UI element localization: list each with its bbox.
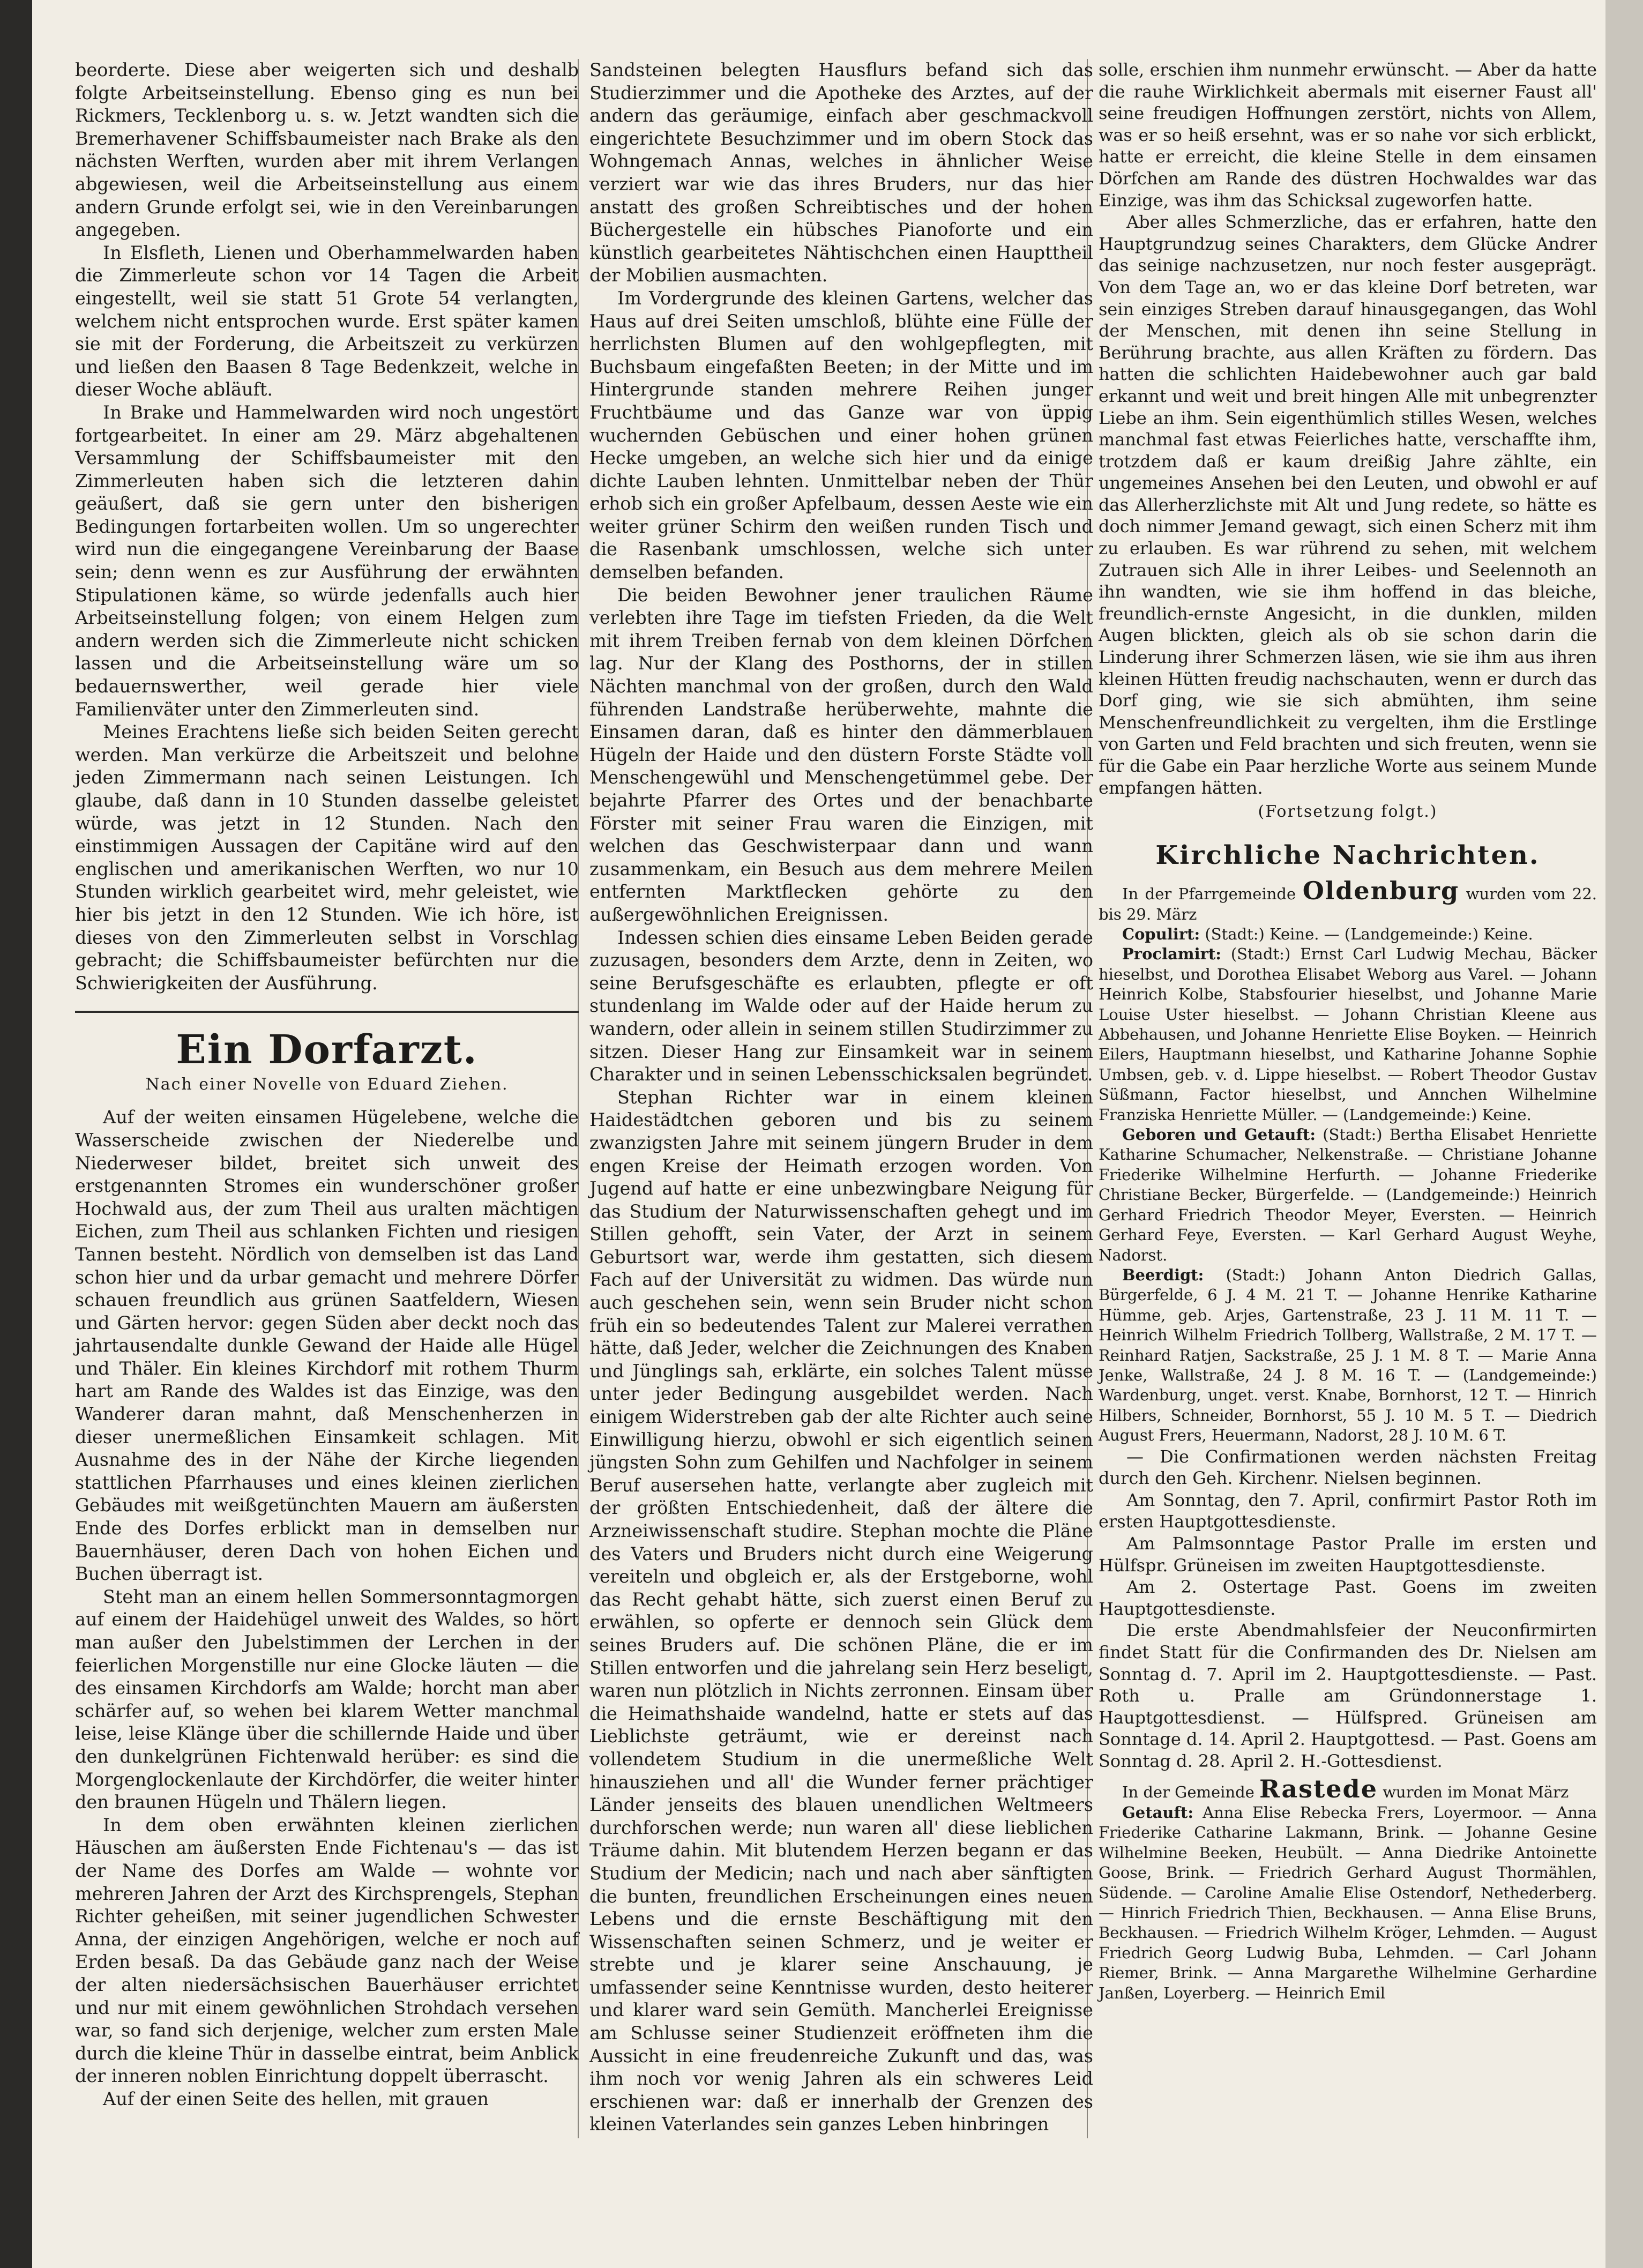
story-paragraph: Die beiden Bewohner jener traulichen Räume verlebten ihre Tage im tiefsten Frieden, da die Welt mit ihrem Treiben fernab von dem kleinen Dörfchen lag. Nur der Klang des Posthorns, der in stillen Nächten manchmal von der großen, durch den Wald führenden Landstraße herüberwehte, mahnte die Einsamen daran, daß es hinter den dämmerblauen Hügeln der Haide und den düstern Forste Städte voll Menschengewühl und Menschengetümmel gebe. Der bejahrte Pfarrer des Ortes und der benachbarte Förster mit seiner Frau waren die Einzigen, mit welchen das Geschwisterpaar dann und wann zusammenkam, ein Besuch aus dem mehrere Meilen entfernten Marktflecken gehörte zu den außergewöhnlichen Ereignissen.: [589, 584, 1093, 925]
story-paragraph: Steht man an einem hellen Sommersonntagmorgen auf einem der Haidehügel unweit des Waldes, so hört man außer den Jubelstimmen der Lerchen in der feierlichen Morgenstille nur eine Glocke läuten — die des einsamen Kirchdorfs am Walde; horcht man aber schärfer auf, so wehen bei klarem Wetter manchmal leise, leise Klänge über die schillernde Haide und über den dunkelgrünen Fichtenwald herüber: es sind die Morgenglockenlaute der Kirchdörfer, die weiter hinter den braunen Hügeln und Thälern liegen.: [75, 1586, 579, 1813]
register-heading: Geboren und Getauft:: [1122, 1125, 1316, 1144]
church-notice: Die erste Abendmahlsfeier der Neuconfirmirten findet Statt für die Confirmanden des Dr. Nielsen am Sonntag d. 7. April im 2. Hauptgottesdienste. — Past. Roth u. Pralle am Gründonnerstage 1. Hauptgottesdienst. — Hülfspred. Grüneisen am Sonntage d. 14. April 2. Hauptgottesd. — Past. Goens am Sonntag d. 28. April 2. H.-Gottesdienst.: [1099, 1620, 1597, 1771]
church-notice: Am 2. Ostertage Past. Goens im zweiten Hauptgottesdienste.: [1099, 1577, 1597, 1619]
register-entry: [1099, 924, 1597, 944]
article-paragraph: In Elsfleth, Lienen und Oberhammelwarden haben die Zimmerleute schon vor 14 Tagen die Arbeit eingestellt, weil sie statt 51 Grote 54 verlangten, welchem nicht entsprochen wurde. Erst später kamen sie mit der Forderung, die Arbeitszeit zu verkürzen und ließen den Baasen 8 Tage Bedenkzeit, welche in dieser Woche abläuft.: [75, 242, 579, 400]
register-text: (Stadt:) Keine. — (Landgemeinde:) Keine.: [1205, 925, 1533, 943]
parish-intro: [1099, 876, 1597, 924]
register-entry: [1099, 1265, 1597, 1446]
register-entry: [1099, 944, 1597, 1125]
story-paragraph: Aber alles Schmerzliche, das er erfahren, hatte den Hauptgrundzug seines Charakters, dem Glücke Andrer das seinige nachzusetzen, nur noch fester ausgeprägt. Von dem Tage an, wo er das kleine Dorf betreten, war sein einziges Streben darauf hinausgegangen, das Wohl der Menschen, mit denen ihn seine Stellung in Berührung brachte, aus allen Kräften zu fördern. Das hatten die schlichten Haidebewohner auch gar bald erkannt und weit und breit hingen Alle mit unbegrenzter Liebe an ihm. Sein eigenthümlich stilles Wesen, welches manchmal fast etwas Feierliches hatte, verschaffte ihm, trotzdem daß er kaum dreißig Jahre zählte, ein ungemeines Ansehen bei den Leuten, und obwohl er auf das Allerherzlichste mit Alt und Jung redete, so hätte es doch nimmer Jemand gewagt, sich einen Scherz mit ihm zu erlauben. Es war rührend zu sehen, mit welchem Zutrauen sich Alle in ihrer Leibes- und Seelennoth an ihn wandten, wie sie ihm hoffend in das bleiche, freundlich-ernste Angesicht, in die dunklen, milden Augen blickten, gleich als ob sie schon darin die Linderung ihrer Schmerzen läsen, wie sie ihm aus ihren kleinen Hütten freudig nachschauten, wenn er durch das Dorf ging, wie sie sich abmühten, ihm seine Menschenfreundlichkeit zu vergelten, ihm die Erstlinge von Garten und Feld brachten und sich freuten, wenn sie für die Gabe ein Paar herzliche Worte aus seinem Munde empfangen hätten.: [1099, 212, 1597, 798]
parish-intro-prefix: In der Pfarrgemeinde: [1122, 885, 1296, 904]
register-heading: Copulirt:: [1122, 925, 1200, 943]
story-paragraph: Auf der einen Seite des hellen, mit grauen: [103, 2088, 489, 2109]
parish-name: Oldenburg: [1302, 876, 1460, 906]
story-paragraph: Sandsteinen belegten Hausflurs befand sich das Studierzimmer und die Apotheke des Arztes, auf der andern das geräumige, einfach aber geschmackvoll eingerichtete Besuchzimmer und im obern Stock das Wohngemach Annas, welches in ähnlicher Weise verziert war wie das ihres Bruders, nur das hier anstatt des großen Schreibtisches und der hohen Büchergestelle ein hübsches Pianoforte und ein künstlich gearbeitetes Nähtischchen einen Haupttheil der Mobilien ausmachten.: [589, 59, 1093, 286]
article-paragraph: In Brake und Hammelwarden wird noch ungestört fortgearbeitet. In einer am 29. März abgehaltenen Versammlung der Schiffsbaumeister mit den Zimmerleuten haben sich die letzteren dahin geäußert, daß sie gern unter den bisherigen Bedingungen fortarbeiten wollen. Um so ungerechter wird nun die eingegangene Vereinbarung der Baase sein; denn wenn es zur Ausführung der erwähnten Stipulationen käme, so würde jedenfalls auch hier Arbeitseinstellung folgen; von einem Helgen zum andern werden sich die Zimmerleute nicht schicken lassen und die Arbeitseinstellung wäre um so bedauernswerther, weil gerade hier viele Familienväter unter den Zimmerleuten sind.: [75, 401, 579, 720]
story-paragraph: Auf der weiten einsamen Hügelebene, welche die Wasserscheide zwischen der Niederelbe und Niederweser bildet, breitet sich unweit des erstgenannten Stromes ein wunderschöner großer Hochwald aus, der zum Theil aus uralten mächtigen Eichen, zum Theil aus schlanken Fichten und riesigen Tannen besteht. Nördlich von demselben ist das Land schon hier und da urbar gemacht und mehrere Dörfer schauen freundlich aus grünen Saatfeldern, Wiesen und Gärten hervor: gegen Süden aber deckt noch das jahrtausendalte dunkle Gewand der Haide alle Hügel und Thäler. Ein kleines Kirchdorf mit rothem Thurm hart am Rande des Waldes ist das Einzige, was den Wanderer daran mahnt, daß Menschenherzen in dieser unermeßlichen Einsamkeit schlagen. Mit Ausnahme des in der Nähe der Kirche liegenden stattlichen Pfarrhauses und eines kleinen zierlichen Gebäudes mit weißgetünchten Mauern am äußersten Ende des Dorfes erblickt man in demselben nur Bauernhäuser, deren Dach von hohen Eichen und Buchen überragt ist.: [75, 1107, 579, 1585]
register-text: (Stadt:) Johann Anton Diedrich Gallas, Bürgerfelde, 6 J. 4 M. 21 T. — Johanne Henrike Katharine Hümme, geb. Arjes, Gartenstraße, 23 J. 11 M. 11 T. — Heinrich Wilhelm Friedrich Tollberg, Wallstraße, 2 M. 17 T. — Reinhard Ratjen, Sackstraße, 25 J. 1 M. 8 T. — Marie Anna Jenke, Wallstraße, 24 J. 8 M. 16 T. — (Landgemeinde:) Wardenburg, unget. verst. Knabe, Bornhorst, 12 T. — Hinrich Hilbers, Schneider, Bornhorst, 55 J. 10 M. 5 T. — Diedrich August Frers, Heuermann, Nadorst, 28 J. 10 M. 6 T.: [1099, 1265, 1597, 1445]
parish-intro: [1099, 1774, 1597, 1804]
register-heading: Getauft:: [1122, 1803, 1194, 1822]
register-heading: Beerdigt:: [1122, 1265, 1204, 1284]
story-paragraph: Indessen schien dies einsame Leben Beiden gerade zuzusagen, besonders dem Arzte, denn in Zeiten, wo seine Berufsgeschäfte es erlaubten, pflegte er oft stundenlang im Walde oder auf der Haide herum zu wandern, oder allein in seinem stillen Studirzimmer zu sitzen. Dieser Hang zur Einsamkeit war in seinem Charakter und in seinen Lebensschicksalen begründet.: [589, 927, 1093, 1085]
story-title: Ein Dorfarzt.: [176, 1027, 478, 1073]
church-notice: — Die Confirmationen werden nächsten Freitag durch den Geh. Kirchenr. Nielsen beginnen.: [1099, 1446, 1597, 1489]
story-byline: Nach einer Novelle von Eduard Ziehen.: [145, 1075, 509, 1094]
section-title: Kirchliche Nachrichten.: [1155, 840, 1540, 871]
scan-margin: [1605, 0, 1643, 2268]
story-paragraph: Stephan Richter war in einem kleinen Haidestädtchen geboren und bis zu seinem zwanzigsten Jahre mit seinem jüngern Bruder in dem engen Kreise der Heimath erzogen worden. Von Jugend auf hatte er eine unbezwingbare Neigung für das Studium der Naturwissenschaften gehegt und im Stillen gehofft, sein Vater, der Arzt in seinem Geburtsort war, werde ihm gestatten, sich diesem Fach auf der Universität zu widmen. Das würde nun auch geschehen sein, wenn sein Bruder nicht schon früh ein so bedeutendes Talent zur Malerei verrathen hätte, daß Jeder, welcher die Zeichnungen des Knaben und Jünglings sah, erklärte, ein solches Talent müsse unter jeder Bedingung ausgebildet werden. Nach einigem Widerstreben gab der alte Richter auch seine Einwilligung hierzu, obwohl er sich eigentlich seinen jüngsten Sohn zum Gehilfen und Nachfolger in seinem Beruf ausersehen hatte, verlangte aber zugleich mit der größten Entschiedenheit, daß der ältere die Arzneiwissenschaft studire. Stephan mochte die Pläne des Vaters und Bruders nicht durch eine Weigerung vereiteln und obgleich er, als der Erstgeborne, wohl das Recht gehabt hätte, sich zuerst einen Beruf zu erwählen, so opferte er dennoch sein Glück dem seines Bruders auf. Die schönen Pläne, die er im Stillen entworfen und die jahrelang sein Herz beseligt, waren nun plötzlich in Nichts zerronnen. Einsam über die Heimathshaide wandelnd, hatte er stets auf das Lieblichste geträumt, wie er dereinst nach vollendetem Studium in die unermeßliche Welt hinausziehen und all' die Wunder ferner prächtiger Länder jenseits des blauen unendlichen Weltmeers durchforschen werde; nun waren all' diese lieblichen Träume dahin. Mit blutendem Herzen begann er das Studium der Medicin; nach und nach aber sänftigten die bunten, freundlichen Erscheinungen eines neuen Lebens und die ernste Beschäftigung mit den Wissenschaften seinen Schmerz, und je weiter er strebte und je klarer seine Anschauung, je umfassender seine Kenntnisse wurden, desto heiterer und klarer ward sein Gemüth. Mancherlei Ereignisse am Schlusse seiner Studienzeit eröffneten ihm die Aussicht in eine freudenreiche Zukunft und das, was ihm noch vor wenig Jahren als ein schweres Leid erschienen war: daß er innerhalb der Grenzen des kleinen Vaterlandes sein ganzes Leben hinbringen: [589, 1086, 1093, 2135]
story-paragraph: In dem oben erwähnten kleinen zierlichen Häuschen am äußersten Ende Fichtenau's — das ist der Name des Dorfes am Walde — wohnte vor mehreren Jahren der Arzt des Kirchsprengels, Stephan Richter geheißen, mit seiner jugendlichen Schwester Anna, der einzigen Angehörigen, welche er noch auf Erden besaß. Da das Gebäude ganz nach der Weise der alten niedersächsischen Bauerhäuser errichtet und nur mit einem gewöhnlichen Strohdach versehen war, so fand sich derjenige, welcher zum ersten Male durch die kleine Thür in dasselbe eintrat, beim Anblick der inneren noblen Einrichtung doppelt überrascht.: [75, 1814, 579, 2087]
parish-intro-suffix: wurden im Monat März: [1383, 1783, 1569, 1802]
column-3: [1099, 59, 1597, 2003]
section-divider: [75, 1011, 579, 1013]
parish-name: Rastede: [1259, 1774, 1378, 1804]
story-paragraph: solle, erschien ihm nunmehr erwünscht. — Aber da hatte die rauhe Wirklichkeit abermals mit eiserner Faust all' seine freudigen Hoffnungen zerstört, nichts von Allem, was er so heiß ersehnt, was er so nahe vor sich erblickt, hatte er erreicht, die kleine Stelle in dem einsamen Dörfchen am Rande des düstren Hochwaldes war das Einzige, was ihm das Schicksal zugeworfen hatte.: [1099, 59, 1597, 211]
register-heading: Proclamirt:: [1122, 945, 1221, 964]
story-paragraph: Im Vordergrunde des kleinen Gartens, welcher das Haus auf drei Seiten umschloß, blühte eine Fülle der herrlichsten Blumen auf den wohlgepflegten, mit Buchsbaum eingefaßten Beeten; in der Mitte und im Hintergrunde standen mehrere Reihen junger Fruchtbäume und das Ganze war von üppig wuchernden Gebüschen und einer hohen grünen Hecke umgeben, an welche sich hier und da einige dichte Lauben lehnten. Unmittelbar neben der Thür erhob sich ein großer Apfelbaum, dessen Aeste wie ein weiter grüner Schirm den weißen runden Tisch und die Rasenbank umschlossen, welche sich unter demselben befanden.: [589, 287, 1093, 583]
register-text: (Stadt:) Ernst Carl Ludwig Mechau, Bäcker hieselbst, und Dorothea Elisabet Weborg aus Varel. — Johann Heinrich Kolbe, Stabsfourier hieselbst, und Johanne Marie Louise Uster hieselbst. — Johann Christian Kleene aus Abbehausen, und Johanne Henriette Elise Boyken. — Heinrich Eilers, Hauptmann hieselbst, und Katharine Johanne Sophie Umbsen, geb. v. d. Lippe hieselbst. — Robert Theodor Gustav Süßmann, Factor hieselbst, und Annchen Wilhelmine Franziska Henriette Müller. — (Landgemeinde:) Keine.: [1099, 945, 1597, 1124]
newspaper-page: [32, 0, 1605, 2268]
column-2: [589, 59, 1093, 2136]
church-notice: Am Sonntag, den 7. April, confirmirt Pastor Roth im ersten Hauptgottesdienste.: [1099, 1489, 1597, 1532]
continued-note: (Fortsetzung folgt.): [1258, 802, 1438, 822]
register-text: (Stadt:) Bertha Elisabet Henriette Katharine Schumacher, Nelkenstraße. — Christiane Johanne Friederike Wilhelmine Herfurth. — Johanne Friederike Christiane Becker, Bürgerfelde. — (Landgemeinde:) Heinrich Gerhard Friedrich Theodor Meyer, Eversten. — Heinrich Gerhard Feye, Eversten. — Karl Gerhard August Weyhe, Nadorst.: [1099, 1125, 1597, 1264]
column-1: [75, 59, 579, 2110]
parish-intro-suffix: wurden vom 22. bis 29. März: [1099, 885, 1597, 923]
church-notice: Am Palmsonntage Pastor Pralle im ersten und Hülfspr. Grüneisen im zweiten Hauptgottesdienste.: [1099, 1533, 1597, 1576]
parish-intro-prefix: In der Gemeinde: [1122, 1783, 1254, 1802]
register-text: Anna Elise Rebecka Frers, Loyermoor. — Anna Friederike Catharine Lakmann, Brink. — Johanne Gesine Wilhelmine Beeken, Heubült. — Anna Diedrike Antoinette Goose, Brink. — Friedrich Gerhard August Thormählen, Südende. — Caroline Amalie Elise Ostendorf, Nethederberg. — Hinrich Friedrich Thien, Beckhausen. — Anna Elise Bruns, Beckhausen. — Friedrich Wilhelm Kröger, Lehmden. — August Friedrich Georg Ludwig Buba, Lehmden. — Carl Johann Riemer, Brink. — Anna Margarethe Wilhelmine Gerhardine Janßen, Loyerberg. — Heinrich Emil: [1099, 1803, 1597, 2002]
scan-binding-edge: [0, 0, 32, 2268]
article-paragraph: beorderte. Diese aber weigerten sich und deshalb folgte Arbeitseinstellung. Ebenso ging es nun bei Rickmers, Tecklenborg u. s. w. Jetzt wandten sich die Bremerhavener Schiffsbaumeister nach Brake als den nächsten Werften, wurden aber mit ihrem Verlangen abgewiesen, weil die Arbeitseinstellung aus einem andern Grunde erfolgt sei, wie in den Vereinbarungen angegeben.: [75, 59, 579, 241]
article-paragraph: Meines Erachtens ließe sich beiden Seiten gerecht werden. Man verkürze die Arbeitszeit und belohne jeden Zimmermann nach seinen Leistungen. Ich glaube, daß dann in 10 Stunden dasselbe geleistet würde, was jetzt in 12 Stunden. Nach den einstimmigen Aussagen der Capitäne wird auf den englischen und amerikanischen Werften, wo nur 10 Stunden wirklich gearbeitet wird, mehr geleistet, wie hier bis jetzt in den 12 Stunden. Wie ich höre, ist dieses von den Zimmerleuten selbst in Vorschlag gebracht; die Schiffsbaumeister befürchten nur die Schwierigkeiten der Ausführung.: [75, 721, 579, 994]
register-entry: [1099, 1803, 1597, 2003]
register-entry: [1099, 1125, 1597, 1265]
